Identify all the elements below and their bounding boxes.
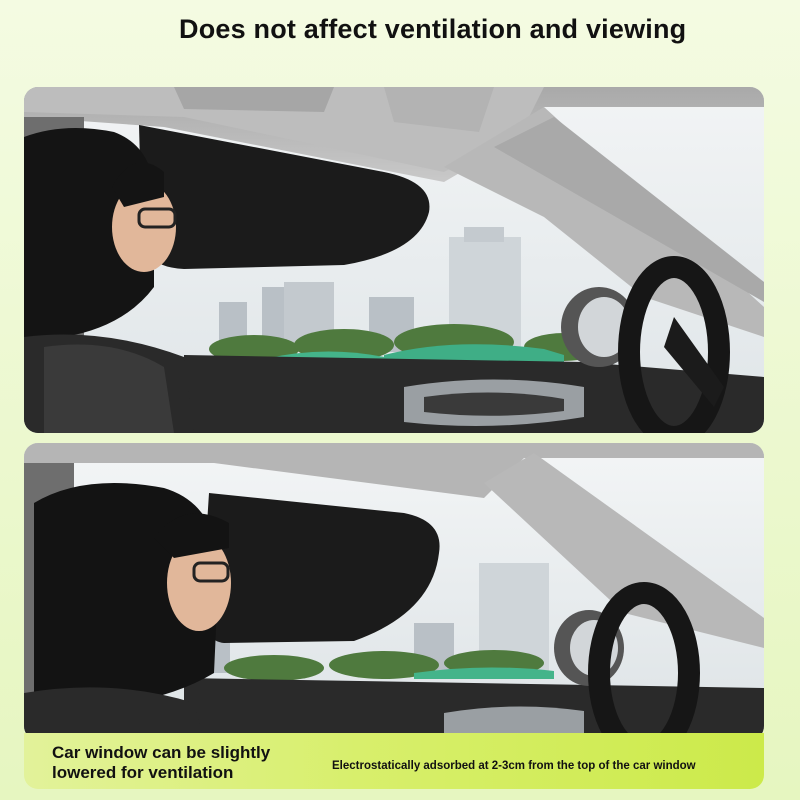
caption-ventilation: Car window can be slightly lowered for ventilation <box>52 743 271 782</box>
car-interior-scene-top <box>24 87 764 433</box>
caption-adsorption: Electrostatically adsorbed at 2-3cm from the top of the car window <box>332 760 696 772</box>
headline: Does not affect ventilation and viewing <box>179 14 687 44</box>
photo-sunshade-window-lowered <box>24 443 764 740</box>
car-interior-scene-bottom <box>24 443 764 740</box>
photo-sunshade-window-closed <box>24 87 764 433</box>
